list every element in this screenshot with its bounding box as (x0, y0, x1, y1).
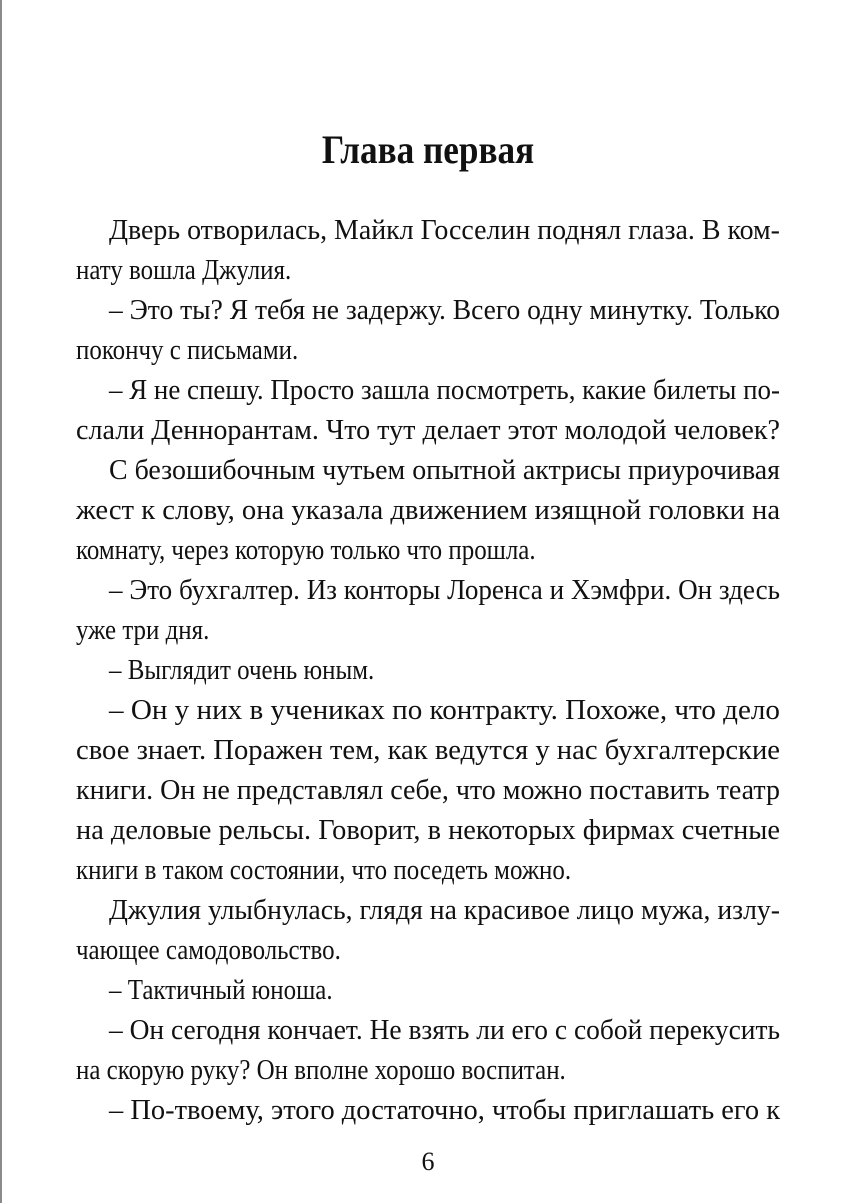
text-line-content: свое знает. Поражен тем, как ведутся у нас бухгалтерские (76, 734, 781, 766)
text-line-content: уже три дня. (76, 614, 210, 646)
text-line-content: жест к слову, она указала движением изящной головки на (76, 494, 781, 526)
text-line-content: комнату, через которую только что прошла. (76, 534, 536, 566)
text-line-content: Джулия улыбнулась, глядя на красивое лицо мужа, излу- (109, 894, 780, 926)
text-line-content: Дверь отворилась, Майкл Госселин поднял глаза. В ком- (109, 214, 780, 246)
text-line (76, 930, 780, 970)
text-line-content: на деловые рельсы. Говорит, в некоторых фирмах счетные (76, 814, 780, 846)
text-line (76, 730, 780, 770)
text-line-content: – Тактичный юноша. (109, 974, 333, 1006)
text-line (76, 690, 780, 730)
text-line (76, 810, 780, 850)
text-line (76, 770, 780, 810)
text-line (76, 210, 780, 250)
text-line-content: С безошибочным чутьем опытной актрисы приурочивая (109, 454, 781, 486)
text-line-content: – По-твоему, этого достаточно, чтобы приглашать его к (109, 1094, 781, 1126)
text-line-content: – Это ты? Я тебя не задержу. Всего одну минутку. Только (109, 294, 781, 326)
text-line (76, 970, 780, 1010)
text-line-content: нату вошла Джулия. (76, 254, 292, 286)
text-line (76, 370, 780, 410)
text-line-content: чающее самодовольство. (76, 934, 341, 966)
body-text (76, 210, 780, 1130)
text-line (76, 530, 780, 570)
text-line (76, 650, 780, 690)
text-line (76, 1010, 780, 1050)
text-line-content: на скорую руку? Он вполне хорошо воспитан. (76, 1054, 566, 1086)
page-number: 6 (421, 1147, 435, 1176)
text-line (76, 250, 780, 290)
text-line-content: книги. Он не представлял себе, что можно поставить театр (76, 774, 780, 806)
text-line-content: покончу с письмами. (76, 334, 299, 366)
chapter-title: Глава первая (321, 127, 535, 172)
text-line (76, 890, 780, 930)
text-line (76, 610, 780, 650)
text-line-content: – Выглядит очень юным. (109, 654, 375, 686)
text-line-content: – Он у них в учениках по контракту. Похоже, что дело (109, 694, 780, 726)
book-page (76, 0, 780, 1203)
page-edge-line (0, 0, 2, 1203)
text-line-content: – Это бухгалтер. Из конторы Лоренса и Хэмфри. Он здесь (109, 574, 781, 606)
text-line (76, 410, 780, 450)
text-line (76, 330, 780, 370)
text-line (76, 450, 780, 490)
text-line-content: книги в таком состоянии, что поседеть можно. (76, 854, 572, 886)
text-line-content: слали Деннорантам. Что тут делает этот молодой человек? (76, 414, 781, 446)
text-line-content: – Он сегодня кончает. Не взять ли его с собой перекусить (109, 1014, 781, 1046)
text-line (76, 1050, 780, 1090)
text-line (76, 850, 780, 890)
text-line (76, 290, 780, 330)
text-line (76, 490, 780, 530)
text-line-content: – Я не спешу. Просто зашла посмотреть, какие билеты по- (109, 374, 780, 406)
text-line (76, 570, 780, 610)
text-line (76, 1090, 780, 1130)
